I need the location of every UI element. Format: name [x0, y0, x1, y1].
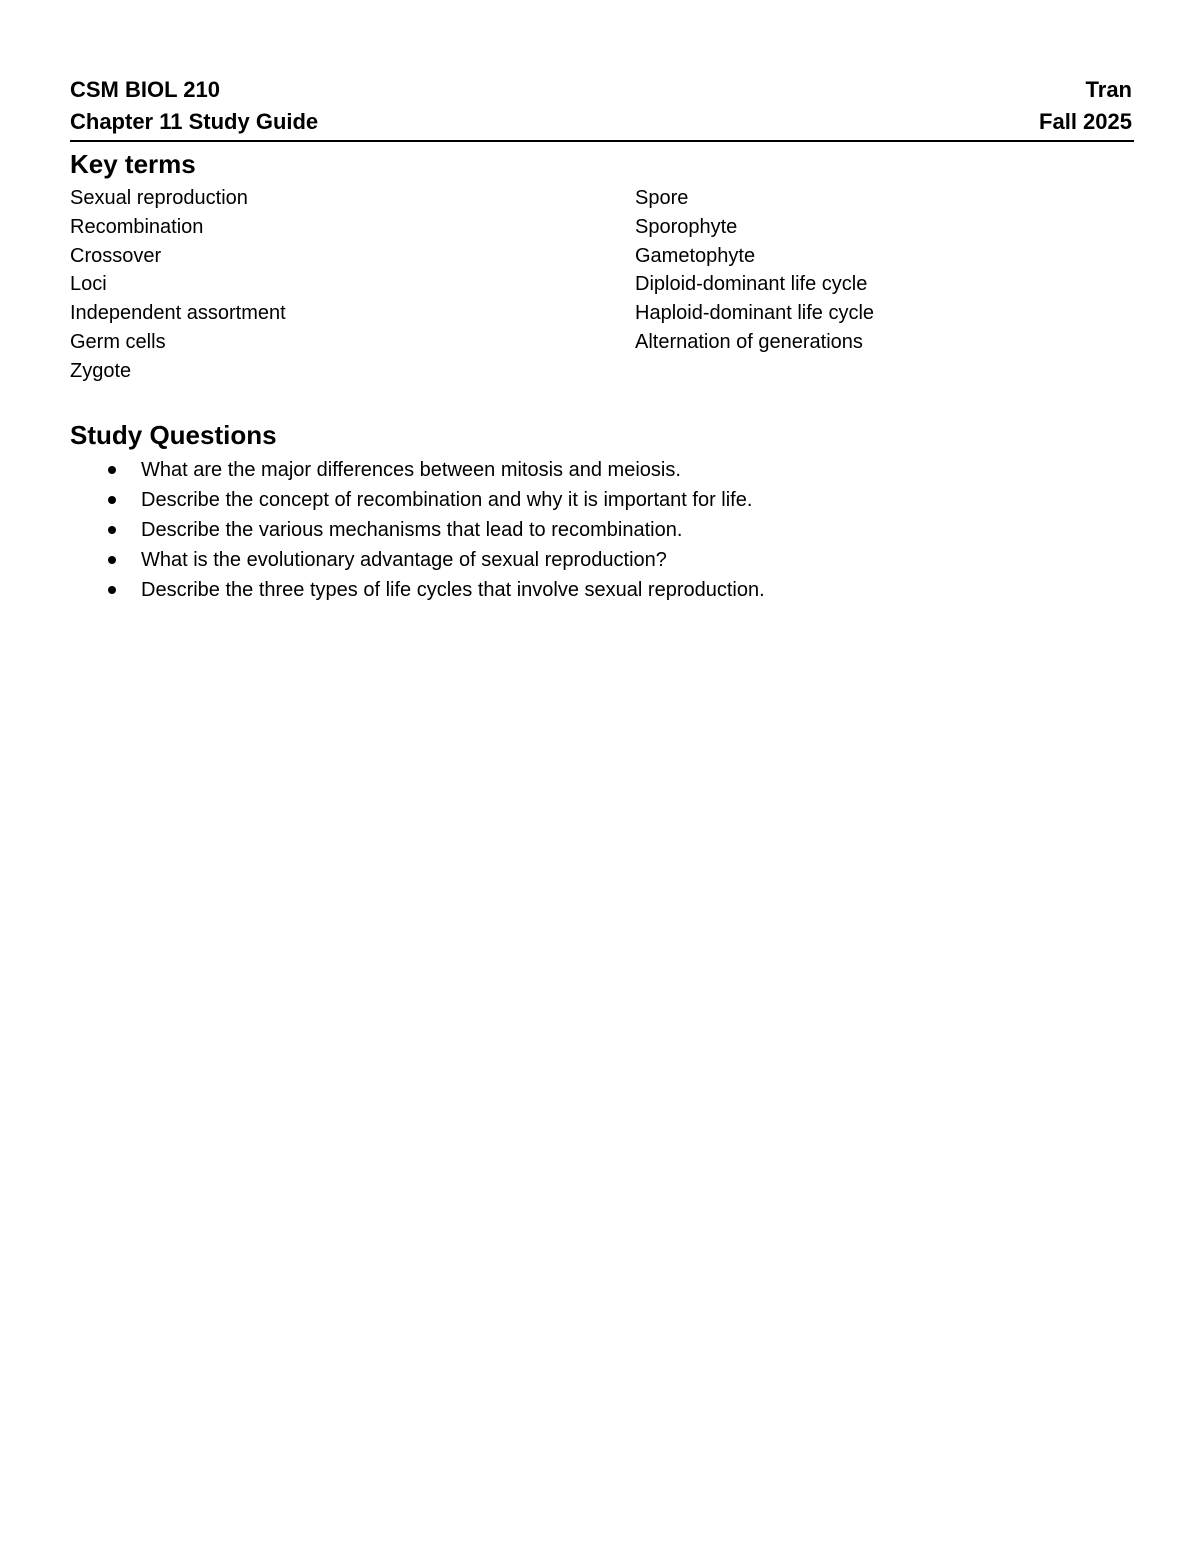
course-title: CSM BIOL 210 [70, 77, 220, 102]
question-text: Describe the three types of life cycles that involve sexual reproduction. [141, 578, 765, 601]
header-divider [70, 140, 1134, 142]
key-terms-right-column [635, 184, 1132, 386]
key-term: Loci [70, 273, 107, 296]
key-term: Zygote [70, 359, 132, 382]
key-term: Independent assortment [70, 302, 286, 325]
study-questions-heading: Study Questions [70, 419, 277, 450]
bullet-icon [108, 586, 116, 594]
key-term: Crossover [70, 244, 162, 267]
key-term: Recombination [70, 215, 204, 238]
key-term: Haploid-dominant life cycle [635, 302, 875, 325]
list-item [70, 515, 1132, 545]
header-row-2 [70, 106, 1132, 138]
bullet-icon [108, 556, 116, 564]
key-term: Sexual reproduction [70, 187, 248, 209]
key-term: Alternation of generations [635, 330, 863, 353]
key-term: Diploid-dominant life cycle [635, 273, 868, 296]
study-questions-list [70, 455, 1132, 605]
instructor-name: Tran [1085, 77, 1132, 102]
term-label: Fall 2025 [1039, 109, 1132, 134]
question-text: Describe the various mechanisms that lead to recombination. [141, 518, 683, 541]
key-terms-list [70, 184, 1132, 386]
key-term: Sporophyte [635, 215, 738, 238]
document-page [70, 74, 1132, 605]
question-text: What are the major differences between mitosis and meiosis. [141, 458, 681, 481]
guide-title: Chapter 11 Study Guide [70, 109, 319, 134]
bullet-icon [108, 466, 116, 474]
question-text: Describe the concept of recombination and why it is important for life. [141, 488, 753, 511]
key-terms-left-column [70, 184, 635, 386]
key-term: Gametophyte [635, 244, 756, 267]
key-terms-heading: Key terms [70, 149, 196, 179]
list-item [70, 575, 1132, 605]
key-term: Germ cells [70, 330, 166, 353]
list-item [70, 545, 1132, 575]
key-term: Spore [635, 187, 689, 209]
bullet-icon [108, 526, 116, 534]
list-item [70, 455, 1132, 485]
list-item [70, 485, 1132, 515]
question-text: What is the evolutionary advantage of sexual reproduction? [141, 548, 667, 571]
bullet-icon [108, 496, 116, 504]
header-row-1 [70, 74, 1132, 106]
